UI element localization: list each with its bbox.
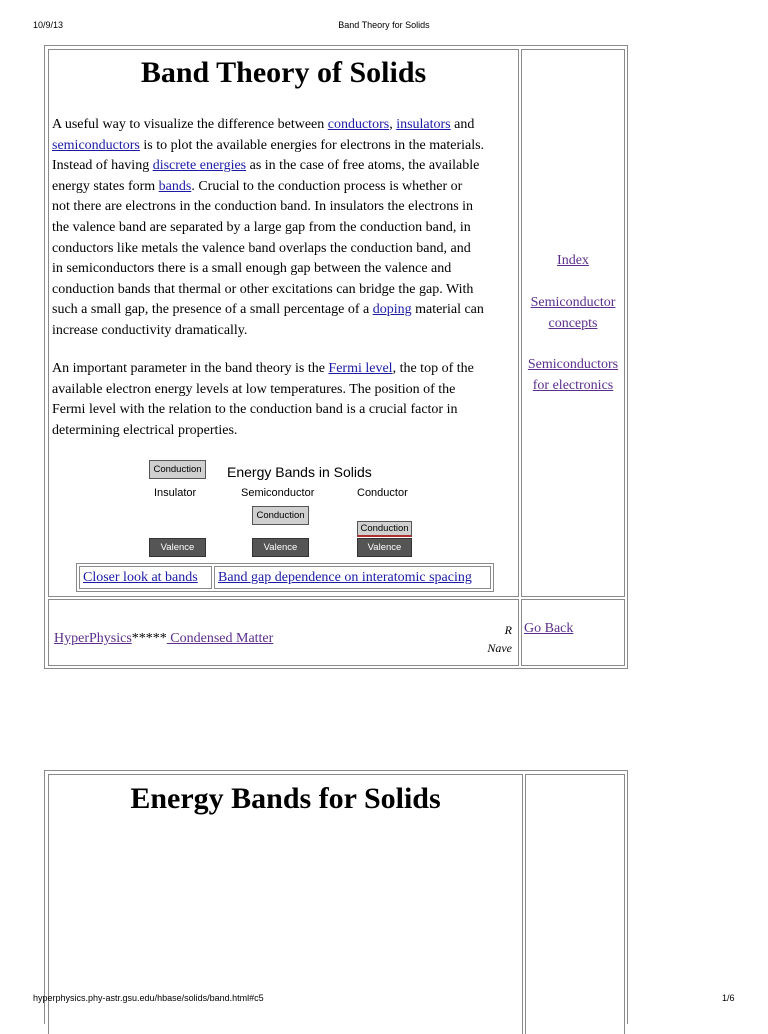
semiconductor-label: Semiconductor (241, 487, 315, 499)
print-page-number: 1/6 (722, 993, 735, 1003)
hyperphysics-link[interactable]: HyperPhysics (54, 631, 132, 646)
conductors-link[interactable]: conductors (327, 117, 390, 132)
footer-cell (48, 599, 519, 666)
energy-bands-table (44, 770, 628, 1024)
band-gap-cell[interactable] (214, 566, 491, 589)
diagram-title: Energy Bands in Solids (227, 464, 372, 480)
fermi-paragraph: An important parameter in the band theory is the Fermi level, the top of the available electron energy levels at low temperatures. The position of the Fermi level with the relation to the conduction band is a crucial factor in determining electrical properties. (52, 361, 474, 438)
author-credit: R Nave (487, 623, 512, 655)
insulator-label: Insulator (154, 487, 197, 499)
insulator-valence-band: Valence (149, 538, 206, 557)
condensed-matter-link[interactable]: Condensed Matter (166, 631, 274, 646)
go-back-cell (521, 599, 625, 666)
closer-look-link[interactable]: Closer look at bands (83, 570, 198, 585)
intro-paragraph: A useful way to visualize the difference between conductors, insulators and semiconductors is to plot the available energies for electrons in the materials. Instead of having discrete energies as in the case of free atoms, the available energy states form bands. Crucial to the conduction process is whether or not there are electrons in the conduction band. In insulators the electrons in the valence band are separated by a large gap from the conduction band, in conductors like metals the valence band overlaps the conduction band, and in semiconductors there is a small enough gap between the valence and conduction bands that thermal or other excitations can bridge the gap. With such a small gap, the presence of a small percentage of a doping material can increase conductivity dramatically. (52, 117, 485, 338)
semiconductors-electronics-link[interactable]: Semiconductors for electronics (527, 357, 619, 393)
breadcrumb-separator: ***** (131, 631, 167, 646)
insulators-link[interactable]: insulators (396, 117, 451, 132)
print-date: 10/9/13 (33, 20, 64, 30)
energy-bands-diagram[interactable] (149, 460, 419, 560)
band-theory-table (44, 45, 628, 669)
conductor-valence-band: Valence (357, 538, 412, 557)
section-title: Energy Bands for Solids (130, 782, 441, 815)
related-links-row (76, 563, 494, 592)
print-title: Band Theory for Solids (338, 20, 430, 30)
closer-look-cell[interactable] (79, 566, 212, 589)
discrete-energies-link[interactable]: discrete energies (152, 158, 247, 174)
fermi-level-link[interactable]: Fermi level (328, 361, 393, 376)
page-title: Band Theory of Solids (140, 56, 427, 89)
go-back-link[interactable]: Go Back (524, 621, 574, 636)
print-url: hyperphysics.phy-astr.gsu.edu/hbase/solids/band.html#c5 (33, 993, 264, 1003)
semiconductor-concepts-link[interactable]: Semiconductor concepts (530, 295, 616, 331)
conductor-conduction-band: Conduction (357, 521, 412, 537)
band-gap-link[interactable]: Band gap dependence on interatomic spacing (218, 570, 472, 585)
semiconductor-valence-band: Valence (252, 538, 309, 557)
index-link[interactable]: Index (557, 253, 589, 268)
breadcrumb (54, 631, 273, 647)
main-content-cell (48, 49, 519, 597)
semiconductor-conduction-band: Conduction (252, 506, 309, 525)
semiconductors-link[interactable]: semiconductors (52, 137, 140, 153)
conductor-label: Conductor (357, 487, 408, 499)
energy-bands-sidebar-cell (525, 774, 625, 1034)
bands-link[interactable]: bands (158, 178, 192, 194)
insulator-conduction-band: Conduction (149, 460, 206, 479)
doping-link[interactable]: doping (372, 302, 412, 318)
sidebar-cell (521, 49, 625, 597)
